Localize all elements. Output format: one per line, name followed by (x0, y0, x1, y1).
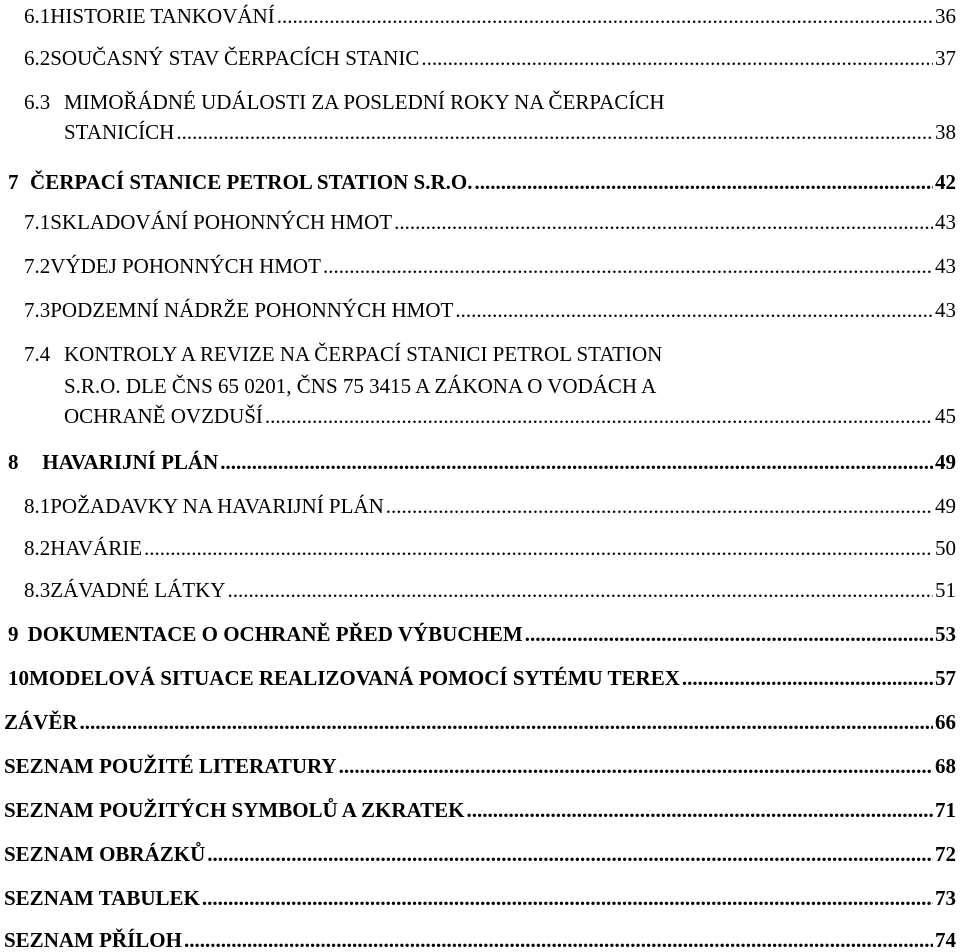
toc-entry-7[interactable] (8, 170, 956, 194)
dot-leader (682, 666, 933, 690)
toc-entry-6-1[interactable] (24, 4, 956, 28)
toc-entry-obrazky[interactable] (4, 842, 956, 866)
toc-title-continued: S.R.O. DLE ČNS 65 0201, ČNS 75 3415 A ZÁKONA O VODÁCH A (64, 374, 657, 398)
toc-title: SEZNAM TABULEK (4, 886, 200, 910)
toc-entry-literatura[interactable] (4, 754, 956, 778)
toc-page-number: 53 (935, 622, 956, 646)
toc-entry-8-2[interactable] (24, 536, 956, 560)
toc-title: SEZNAM POUŽITÉ LITERATURY (4, 754, 337, 778)
toc-page-number: 71 (935, 798, 956, 822)
toc-entry-6-2[interactable] (24, 46, 956, 70)
toc-page-number: 51 (935, 578, 956, 602)
dot-leader (184, 928, 933, 952)
toc-page-number: 49 (935, 450, 956, 474)
toc-entry-symboly[interactable] (4, 798, 956, 822)
toc-entry-zaver[interactable] (4, 710, 956, 734)
dot-leader (207, 842, 933, 866)
toc-entry-tabulky[interactable] (4, 886, 956, 910)
toc-title: SEZNAM OBRÁZKŮ (4, 842, 206, 866)
toc-title: KONTROLY A REVIZE NA ČERPACÍ STANICI PETROL STATION (64, 342, 663, 366)
toc-title: HISTORIE TANKOVÁNÍ (50, 4, 275, 28)
dot-leader (386, 494, 933, 518)
toc-entry-7-4-line1[interactable] (24, 342, 662, 366)
dot-leader (525, 622, 933, 646)
toc-title: SEZNAM POUŽITÝCH SYMBOLŮ A ZKRATEK (4, 798, 465, 822)
toc-page-number: 49 (935, 494, 956, 518)
toc-page-number: 68 (935, 754, 956, 778)
toc-page-number: 43 (935, 210, 956, 234)
toc-title-continued: STANICÍCH (64, 120, 175, 144)
toc-entry-10[interactable] (8, 666, 956, 690)
toc-page-number: 72 (935, 842, 956, 866)
toc-entry-8[interactable] (8, 450, 956, 474)
toc-title: SOUČASNÝ STAV ČERPACÍCH STANIC (50, 46, 420, 70)
dot-leader (80, 710, 933, 734)
dot-leader (421, 46, 933, 70)
toc-number: 7 (8, 170, 19, 194)
dot-leader (265, 404, 933, 428)
toc-entry-6-3-line1[interactable] (24, 90, 665, 114)
toc-title-continued: OCHRANĚ OVZDUŠÍ (64, 404, 263, 428)
toc-title: VÝDEJ POHONNÝCH HMOT (50, 254, 321, 278)
toc-number: 7.4 (24, 342, 51, 366)
toc-number: 8.1 (24, 494, 51, 518)
toc-title: POŽADAVKY NA HAVARIJNÍ PLÁN (50, 494, 384, 518)
toc-entry-7-3[interactable] (24, 298, 956, 322)
dot-leader (455, 298, 933, 322)
toc-title: ZÁVADNÉ LÁTKY (50, 578, 226, 602)
toc-number: 6.1 (24, 4, 51, 28)
toc-number: 10 (8, 666, 29, 690)
toc-title: DOKUMENTACE O OCHRANĚ PŘED VÝBUCHEM (27, 622, 523, 646)
toc-page-number: 43 (935, 298, 956, 322)
toc-page-number: 38 (935, 120, 956, 144)
toc-number: 6.3 (24, 90, 51, 114)
toc-entry-7-1[interactable] (24, 210, 956, 234)
toc-title: ČERPACÍ STANICE PETROL STATION S.R.O. (30, 170, 473, 194)
dot-leader (202, 886, 933, 910)
dot-leader (144, 536, 933, 560)
dot-leader (323, 254, 933, 278)
toc-page-number: 45 (935, 404, 956, 428)
dot-leader (394, 210, 933, 234)
toc-page-number: 57 (935, 666, 956, 690)
toc-number: 7.1 (24, 210, 51, 234)
toc-title: HAVÁRIE (50, 536, 143, 560)
toc-page-number: 66 (935, 710, 956, 734)
toc-title: HAVARIJNÍ PLÁN (42, 450, 219, 474)
toc-number: 8 (8, 450, 19, 474)
toc-entry-8-3[interactable] (24, 578, 956, 602)
dot-leader (277, 4, 933, 28)
toc-entry-8-1[interactable] (24, 494, 956, 518)
toc-entry-7-4-line2[interactable] (64, 374, 656, 398)
toc-entry-7-4[interactable] (64, 404, 956, 428)
toc-number: 8.3 (24, 578, 51, 602)
toc-page-number: 36 (935, 4, 956, 28)
toc-entry-9[interactable] (8, 622, 956, 646)
toc-page-number: 50 (935, 536, 956, 560)
dot-leader (227, 578, 933, 602)
toc-title: MIMOŘÁDNÉ UDÁLOSTI ZA POSLEDNÍ ROKY NA ČERPACÍCH (64, 90, 665, 114)
dot-leader (467, 798, 933, 822)
toc-number: 9 (8, 622, 19, 646)
toc-title: PODZEMNÍ NÁDRŽE POHONNÝCH HMOT (50, 298, 454, 322)
toc-number: 7.3 (24, 298, 51, 322)
dot-leader (339, 754, 933, 778)
toc-entry-prilohy[interactable] (4, 928, 956, 952)
toc-number: 7.2 (24, 254, 51, 278)
toc-title: ZÁVĚR (4, 710, 78, 734)
toc-page-number: 73 (935, 886, 956, 910)
toc-page-number: 37 (935, 46, 956, 70)
toc-number: 6.2 (24, 46, 51, 70)
toc-number: 8.2 (24, 536, 51, 560)
toc-title: SEZNAM PŘÍLOH (4, 928, 182, 952)
toc-page-number: 74 (935, 928, 956, 952)
toc-title: MODELOVÁ SITUACE REALIZOVANÁ POMOCÍ SYTÉMU TEREX (29, 666, 680, 690)
toc-entry-6-3[interactable] (64, 120, 956, 144)
dot-leader (176, 120, 933, 144)
dot-leader (220, 450, 933, 474)
toc-title: SKLADOVÁNÍ POHONNÝCH HMOT (50, 210, 393, 234)
toc-entry-7-2[interactable] (24, 254, 956, 278)
toc-page-number: 43 (935, 254, 956, 278)
dot-leader (474, 170, 933, 194)
toc-page-number: 42 (935, 170, 956, 194)
